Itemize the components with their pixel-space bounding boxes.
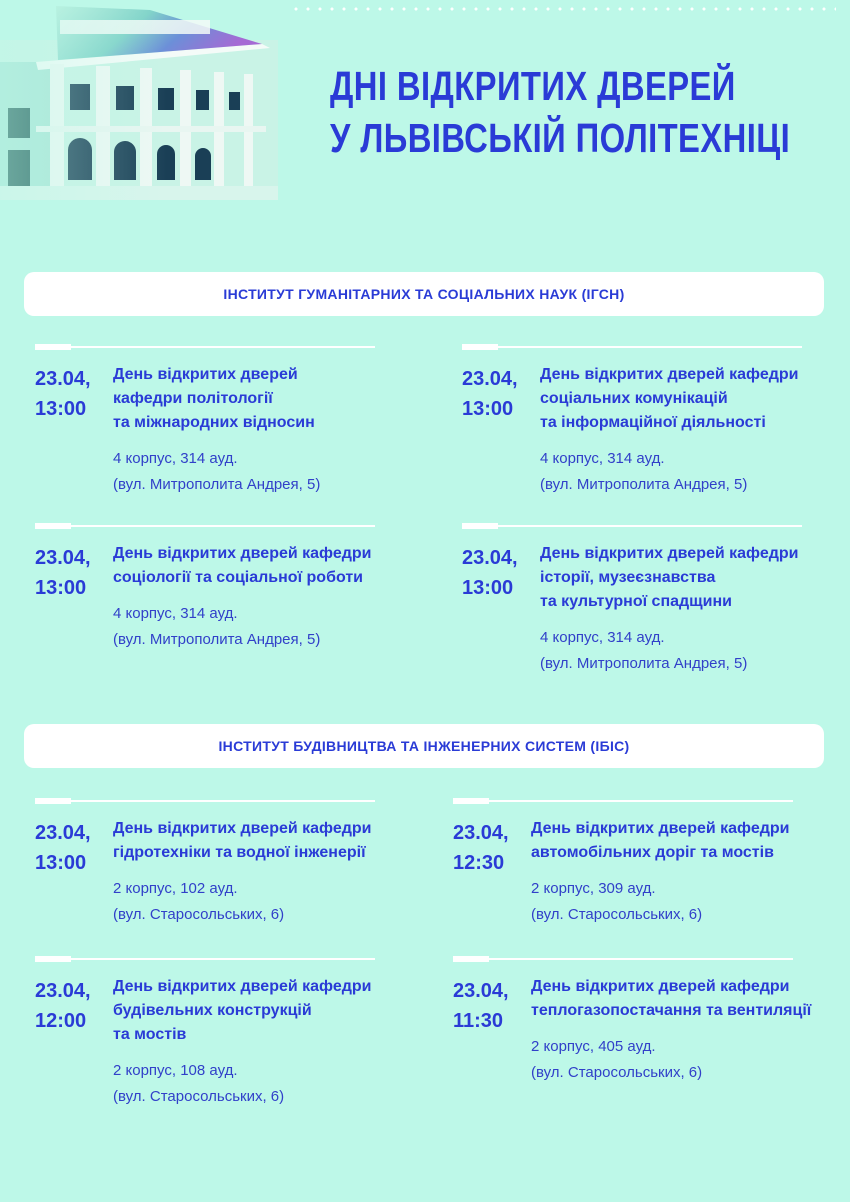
event-time: 13:00	[462, 398, 514, 420]
event-location	[113, 601, 443, 653]
event-name-line: День відкритих дверей кафедри	[113, 820, 372, 837]
event-info	[113, 817, 443, 928]
event-location	[531, 876, 850, 928]
divider	[453, 958, 793, 960]
event-info	[113, 542, 443, 653]
event-datetime	[35, 818, 113, 878]
event-address: (вул. Митрополита Андрея, 5)	[113, 631, 321, 648]
event-info	[113, 363, 443, 498]
event-date: 23.04,	[453, 822, 509, 844]
event-location	[113, 876, 443, 928]
page-title	[330, 60, 790, 164]
event-name-line: історії, музеєзнавства	[540, 569, 716, 586]
title-line-2: У ЛЬВІВСЬКІЙ ПОЛІТЕХНІЦІ	[330, 115, 791, 161]
event-name	[113, 975, 443, 1047]
event-name-line: соціології та соціальної роботи	[113, 569, 363, 586]
event-info	[531, 975, 850, 1086]
event-info	[540, 363, 850, 498]
event-name-line: та міжнародних відносин	[113, 414, 315, 431]
building-icon	[0, 0, 278, 200]
event-datetime	[462, 364, 540, 424]
event-name-line: та інформаційної діяльності	[540, 414, 766, 431]
event-date: 23.04,	[462, 368, 518, 390]
event-info	[113, 975, 443, 1110]
event-datetime	[453, 818, 531, 878]
event-time: 12:30	[453, 852, 505, 874]
event-address: (вул. Старосольських, 6)	[113, 1088, 285, 1105]
event-address: (вул. Митрополита Андрея, 5)	[540, 476, 748, 493]
event-room: 4 корпус, 314 ауд.	[113, 450, 238, 467]
event-name	[113, 817, 443, 865]
event-room: 2 корпус, 102 ауд.	[113, 880, 238, 897]
event-name	[531, 817, 850, 865]
event-info	[531, 817, 850, 928]
event-info	[540, 542, 850, 677]
title-line-1: ДНІ ВІДКРИТИХ ДВЕРЕЙ	[330, 63, 736, 109]
section-heading-igsn: ІНСТИТУТ ГУМАНІТАРНИХ ТА СОЦІАЛЬНИХ НАУК (ІГСН)	[24, 272, 824, 316]
event-name-line: теплогазопостачання та вентиляції	[531, 1002, 812, 1019]
divider	[462, 525, 802, 527]
event-time: 13:00	[462, 577, 514, 599]
event-name-line: гідротехніки та водної інженерії	[113, 844, 366, 861]
event-address: (вул. Митрополита Андрея, 5)	[540, 655, 748, 672]
event-name-line: День відкритих дверей кафедри	[531, 820, 790, 837]
event-room: 4 корпус, 314 ауд.	[540, 629, 665, 646]
event-time: 13:00	[35, 852, 87, 874]
divider	[35, 346, 375, 348]
event-name-line: День відкритих дверей	[113, 366, 298, 383]
event-datetime	[35, 976, 113, 1036]
event-date: 23.04,	[35, 822, 91, 844]
divider	[35, 958, 375, 960]
event-room: 4 корпус, 314 ауд.	[113, 605, 238, 622]
event-name	[540, 542, 850, 614]
event-date: 23.04,	[453, 980, 509, 1002]
event-room: 2 корпус, 108 ауд.	[113, 1062, 238, 1079]
event-address: (вул. Митрополита Андрея, 5)	[113, 476, 321, 493]
event-date: 23.04,	[462, 547, 518, 569]
event-location	[113, 446, 443, 498]
event-address: (вул. Старосольських, 6)	[113, 906, 285, 923]
event-room: 2 корпус, 309 ауд.	[531, 880, 656, 897]
event-time: 12:00	[35, 1010, 87, 1032]
event-name	[113, 542, 443, 590]
event-room: 4 корпус, 314 ауд.	[540, 450, 665, 467]
divider	[453, 800, 793, 802]
event-time: 13:00	[35, 398, 87, 420]
event-name-line: День відкритих дверей кафедри	[540, 545, 799, 562]
divider	[35, 800, 375, 802]
event-address: (вул. Старосольських, 6)	[531, 906, 703, 923]
event-datetime	[35, 364, 113, 424]
event-location	[540, 446, 850, 498]
event-time: 13:00	[35, 577, 87, 599]
event-room: 2 корпус, 405 ауд.	[531, 1038, 656, 1055]
event-date: 23.04,	[35, 547, 91, 569]
event-name-line: будівельних конструкцій	[113, 1002, 312, 1019]
divider	[35, 525, 375, 527]
event-name-line: соціальних комунікацій	[540, 390, 728, 407]
event-name-line: автомобільних доріг та мостів	[531, 844, 774, 861]
event-name	[531, 975, 850, 1023]
event-name-line: День відкритих дверей кафедри	[113, 545, 372, 562]
event-date: 23.04,	[35, 368, 91, 390]
event-address: (вул. Старосольських, 6)	[531, 1064, 703, 1081]
event-name-line: та культурної спадщини	[540, 593, 732, 610]
event-name-line: кафедри політології	[113, 390, 273, 407]
event-location	[113, 1058, 443, 1110]
event-location	[540, 625, 850, 677]
event-datetime	[35, 543, 113, 603]
event-name-line: День відкритих дверей кафедри	[531, 978, 790, 995]
event-name-line: День відкритих дверей кафедри	[540, 366, 799, 383]
dotted-border	[290, 6, 836, 12]
divider	[462, 346, 802, 348]
event-location	[531, 1034, 850, 1086]
event-name-line: День відкритих дверей кафедри	[113, 978, 372, 995]
event-time: 11:30	[453, 1010, 504, 1032]
event-name	[540, 363, 850, 435]
event-datetime	[462, 543, 540, 603]
event-datetime	[453, 976, 531, 1036]
event-date: 23.04,	[35, 980, 91, 1002]
section-heading-ibis: ІНСТИТУТ БУДІВНИЦТВА ТА ІНЖЕНЕРНИХ СИСТЕМ (ІБІС)	[24, 724, 824, 768]
event-name-line: та мостів	[113, 1026, 187, 1043]
event-name	[113, 363, 443, 435]
